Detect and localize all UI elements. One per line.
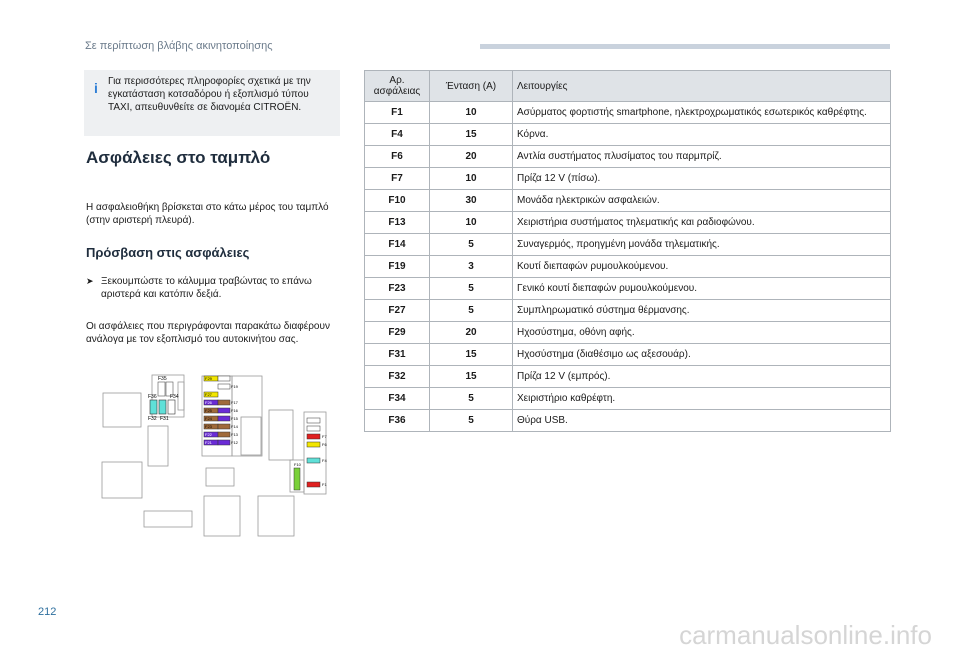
amperage-cell: 5 [430, 300, 513, 322]
table-row [365, 146, 891, 168]
fuse-f32 [150, 400, 157, 414]
fuse-f35 [158, 382, 165, 396]
function-cell: Μονάδα ηλεκτρικών ασφαλειών. [513, 190, 891, 212]
fuse-f19 [218, 384, 230, 389]
fuse-label-f7: F7 [322, 434, 327, 439]
table-row [365, 190, 891, 212]
table-row [365, 388, 891, 410]
table-row [365, 124, 891, 146]
fuse-number-cell: F31 [365, 344, 430, 366]
table-row [365, 102, 891, 124]
fuse-number-cell: F23 [365, 278, 430, 300]
fuse-label-f4: F4 [322, 458, 327, 463]
table-row [365, 344, 891, 366]
amperage-cell: 15 [430, 124, 513, 146]
fuse-label-f29: F29 [205, 376, 212, 381]
fuse-label-f15: F15 [231, 416, 238, 421]
section-intro: Η ασφαλειοθήκη βρίσκεται στο κάτω μέρος του ταμπλό (στην αριστερή πλευρά). [86, 202, 329, 226]
fuse-label-f12: F12 [231, 440, 238, 445]
table-row [365, 278, 891, 300]
function-cell: Ηχοσύστημα, οθόνη αφής. [513, 322, 891, 344]
function-cell: Συμπληρωματικό σύστημα θέρμανσης. [513, 300, 891, 322]
table-row [365, 366, 891, 388]
fuse-label-f31: F31 [160, 416, 169, 422]
function-cell: Κόρνα. [513, 124, 891, 146]
function-cell: Αντλία συστήματος πλυσίματος του παρμπρίζ. [513, 146, 891, 168]
page-number: 212 [38, 606, 57, 618]
fuse-slot-b [307, 426, 320, 431]
fuse-number-cell: F36 [365, 410, 430, 432]
fuse-label-f10: F10 [294, 462, 301, 467]
amperage-cell: 5 [430, 234, 513, 256]
fuse-f31 [159, 400, 166, 414]
fuse-f6 [307, 442, 320, 447]
function-cell: Χειριστήρια συστήματος τηλεματικής και ραδιοφώνου. [513, 212, 891, 234]
fuse-number-cell: F34 [365, 388, 430, 410]
function-cell: Κουτί διεπαφών ρυμουλκούμενου. [513, 256, 891, 278]
function-cell: Πρίζα 12 V (πίσω). [513, 168, 891, 190]
function-cell: Ηχοσύστημα (διαθέσιμο ως αξεσουάρ). [513, 344, 891, 366]
fuse-number-cell: F29 [365, 322, 430, 344]
amperage-cell: 5 [430, 410, 513, 432]
amperage-cell: 15 [430, 366, 513, 388]
fuse-label-f23: F23 [205, 424, 212, 429]
fuse-number-cell: F19 [365, 256, 430, 278]
section-closing: Οι ασφάλειες που περιγράφονται παρακάτω διαφέρουν ανάλογα με τον εξοπλισμό του αυτοκινήτου σας. [86, 321, 330, 345]
fuse-number-cell: F32 [365, 366, 430, 388]
fuse-slot-top [218, 376, 230, 381]
fuse-label-f27: F27 [205, 392, 212, 397]
fuse-number-cell: F14 [365, 234, 430, 256]
fuse-label-f22: F22 [205, 432, 212, 437]
fuse-f13 [218, 432, 230, 437]
page-header-title: Σε περίπτωση βλάβης ακινητοποίησης [85, 40, 273, 52]
fuse-label-f6: F6 [322, 442, 327, 447]
amperage-cell: 20 [430, 322, 513, 344]
watermark: carmanualsonline.info [679, 620, 932, 650]
fuse-f10 [294, 468, 300, 490]
amperage-cell: 20 [430, 146, 513, 168]
fuse-label-f13: F13 [231, 432, 238, 437]
fuse-f4 [307, 458, 320, 463]
function-cell: Θύρα USB. [513, 410, 891, 432]
table-row [365, 256, 891, 278]
housing-outlines [102, 375, 326, 536]
col-header-function: Λειτουργίες [513, 71, 891, 102]
fuse-number-cell: F7 [365, 168, 430, 190]
col-header-number: Αρ. ασφάλειας [365, 71, 430, 102]
fuse-number-cell: F4 [365, 124, 430, 146]
fuse-f16 [218, 408, 230, 413]
fuse-label-f34: F34 [170, 394, 179, 400]
table-header-row [365, 71, 891, 102]
fuse-number-cell: F27 [365, 300, 430, 322]
fuse-f1 [307, 482, 320, 487]
function-cell: Ασύρματος φορτιστής smartphone, ηλεκτροχρωματικός εσωτερικός καθρέφτης. [513, 102, 891, 124]
fuse-label-f25: F25 [205, 408, 212, 413]
fuse-f17 [218, 400, 230, 405]
header-bar [480, 44, 890, 49]
amperage-cell: 3 [430, 256, 513, 278]
subsection-title: Πρόσβαση στις ασφάλειες [86, 245, 250, 260]
fuse-f34 [168, 400, 175, 414]
info-note [84, 70, 340, 136]
function-cell: Συναγερμός, προηγμένη μονάδα τηλεματικής. [513, 234, 891, 256]
amperage-cell: 30 [430, 190, 513, 212]
fuse-label-f35: F35 [158, 376, 167, 382]
fuse-label-f14: F14 [231, 424, 238, 429]
fuse-label-f19: F19 [231, 384, 238, 389]
fuse-label-f24: F24 [205, 416, 212, 421]
function-cell: Χειριστήριο καθρέφτη. [513, 388, 891, 410]
fuse-label-f17: F17 [231, 400, 238, 405]
table-row [365, 300, 891, 322]
instruction-text: Ξεκουμπώστε το κάλυμμα τραβώντας το επάνω αριστερά και κατόπιν δεξιά. [101, 276, 312, 300]
col-header-amperage: Ένταση (A) [430, 71, 513, 102]
arrow-bullet-icon: ➤ [86, 276, 94, 286]
fuse-label-f1: F1 [322, 482, 327, 487]
fuse-number-cell: F13 [365, 212, 430, 234]
fuse-table [364, 70, 891, 432]
fuse-f15 [218, 416, 230, 421]
fuse-label-f36: F36 [148, 394, 157, 400]
amperage-cell: 10 [430, 212, 513, 234]
table-row [365, 234, 891, 256]
fuse-number-cell: F1 [365, 102, 430, 124]
amperage-cell: 5 [430, 388, 513, 410]
info-note-text: Για περισσότερες πληροφορίες σχετικά με την εγκατάσταση κοτσαδόρου ή εξοπλισμό τύπου TAXI, απευθυνθείτε σε διανομέα CITROËN. [108, 76, 311, 113]
fuse-label-f16: F16 [231, 408, 238, 413]
fuse-number-cell: F10 [365, 190, 430, 212]
fuse-label-f26: F26 [205, 400, 212, 405]
fuse-slot-a [307, 418, 320, 423]
table-row [365, 322, 891, 344]
fuse-number-cell: F6 [365, 146, 430, 168]
fuse-label-f21: F21 [205, 440, 212, 445]
fuse-f12 [218, 440, 230, 445]
fuse-f7 [307, 434, 320, 439]
section-title: Ασφάλειες στο ταμπλό [86, 148, 271, 167]
fuse-box-diagram [98, 368, 340, 538]
table-row [365, 212, 891, 234]
table-row [365, 168, 891, 190]
amperage-cell: 10 [430, 102, 513, 124]
amperage-cell: 5 [430, 278, 513, 300]
fuse-f14 [218, 424, 230, 429]
function-cell: Πρίζα 12 V (εμπρός). [513, 366, 891, 388]
function-cell: Γενικό κουτί διεπαφών ρυμουλκούμενου. [513, 278, 891, 300]
fuse-label-f32: F32 [148, 416, 157, 422]
table-row [365, 410, 891, 432]
info-icon: i [94, 80, 98, 96]
amperage-cell: 10 [430, 168, 513, 190]
amperage-cell: 15 [430, 344, 513, 366]
